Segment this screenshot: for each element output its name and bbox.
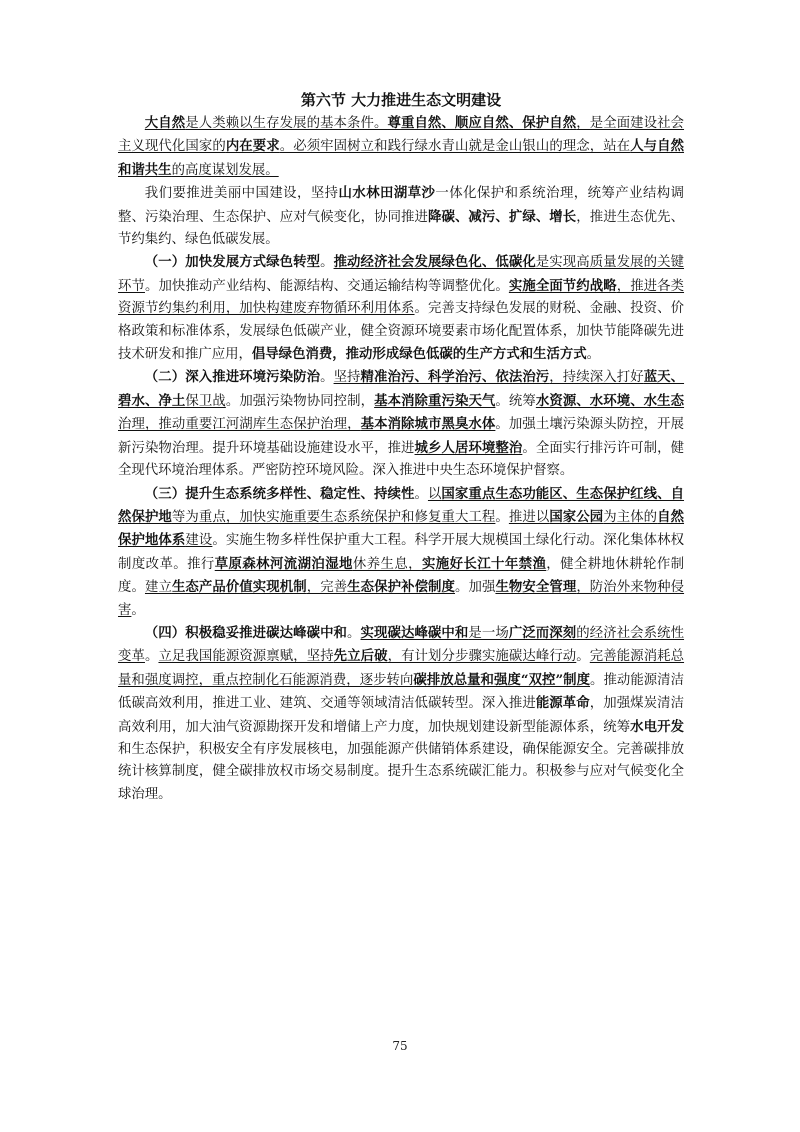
text-run: 。完善支持绿色发展的财税、金融、投资、价格政策和标准体系，发展绿色低碳产业，健全资源环境要素市场化配置体系，加快节能降碳先进技术研发和推广应用， bbox=[118, 301, 685, 363]
text-run: 。 bbox=[495, 509, 509, 525]
text-run: 建立 bbox=[144, 580, 172, 596]
text-run: ，完善 bbox=[306, 580, 348, 596]
text-run: 倡导绿色消费，推动形成绿色低碳的生产方式和生活方式 bbox=[251, 346, 587, 363]
text-run: 是实现高质量发展的关键环节 bbox=[118, 255, 685, 294]
text-run: 。加强土壤污染源头防控，开展新污染物治理。提升环境基础设施建设水平，推进 bbox=[118, 417, 685, 456]
text-run: （二）深入推进环境污染防治 bbox=[144, 369, 321, 386]
text-run: 立足我国能源资源禀赋，坚持 bbox=[158, 649, 334, 665]
text-run: 等为重点，加快实施重要生态系统保护和修复重大工程 bbox=[171, 509, 496, 525]
text-run: 和生态保护，积极安全有序发展核电，加强能源产供储销体系建设，确保能源安全。完善碳排放统计核算制度，健全碳排放权市场交易制度。提升生态系统碳汇能力。积极参与应对气候变化全球治理。 bbox=[118, 741, 684, 802]
text-run: ，推进生态优先、节约集约、绿色低碳发展。 bbox=[118, 209, 685, 248]
text-run: 。加强 bbox=[455, 580, 496, 596]
paragraph-intro bbox=[118, 112, 684, 182]
text-run: 以 bbox=[427, 486, 442, 502]
paragraph-carbon-peak bbox=[118, 622, 684, 806]
text-run: 。 bbox=[144, 649, 159, 665]
text-run: 。 bbox=[576, 649, 590, 665]
text-run: 治理，推动重要江河湖库生态保护治理， bbox=[118, 417, 361, 433]
text-run: 生态保护补偿制度 bbox=[347, 579, 455, 596]
text-run: 。推动能源清洁低碳高效利用，推进工业、建筑、交通等领域清洁低碳转型。深入推进 bbox=[118, 672, 685, 712]
text-run: 城乡人居环境整治 bbox=[414, 439, 523, 456]
text-run: 国家公园 bbox=[549, 508, 604, 525]
text-run: 。统筹 bbox=[495, 393, 536, 409]
text-run: 的高度谋划发展。 bbox=[171, 162, 279, 178]
text-run: 精准治污、科学治污、依法治污 bbox=[360, 369, 550, 386]
text-run: 是人类赖以生存发展的基本条件。 bbox=[185, 116, 388, 131]
text-run: 。加强污染物协同控制， bbox=[225, 393, 375, 409]
text-run: ，健全耕地休耕轮作制度。 bbox=[118, 556, 685, 596]
body-text bbox=[118, 112, 684, 806]
paragraph-green-transition bbox=[118, 251, 684, 366]
text-run: 草原森林河流湖泊湿地 bbox=[214, 555, 353, 572]
text-run: 实施全面节约战略 bbox=[508, 277, 617, 294]
text-run: 广泛而深刻 bbox=[508, 624, 577, 641]
text-run: 建设 bbox=[185, 533, 213, 549]
text-run: 人与自然和谐共生 bbox=[118, 138, 685, 178]
text-run: 完善能源消耗总量和强度调控，重点控制化石能源消费，逐步转向 bbox=[118, 649, 685, 688]
text-run: 先立后破 bbox=[333, 648, 388, 665]
paragraph-pollution-control bbox=[118, 366, 684, 482]
text-run: 生态产品价值实现机制 bbox=[171, 579, 307, 596]
text-run: 。实施生物多样性保护重大工程。科学开展大规模国土绿化行动。深化集体林权制度改革。推行 bbox=[118, 533, 685, 572]
text-run: 。 bbox=[347, 625, 361, 641]
text-run: ，防治外来物种侵害 bbox=[118, 580, 685, 618]
text-run: 休养生息， bbox=[352, 556, 422, 572]
text-run: ，持续深入打好 bbox=[549, 370, 644, 386]
text-run: 实施好长江十年禁渔 bbox=[421, 555, 547, 572]
text-run: 大自然 bbox=[144, 115, 186, 131]
text-run: 生物安全管理 bbox=[495, 579, 577, 596]
text-run: 一体化保护和系统治理，统筹产业结构调整、污染治理、生态保护、应对气候变化，协同推进 bbox=[118, 186, 685, 225]
text-run: 。必须牢固树立和践行绿水青山就是金山银山的理念，站在 bbox=[279, 139, 631, 155]
page-number: 75 bbox=[392, 1039, 408, 1053]
text-run: ，有计划分步骤实施碳达峰行动 bbox=[387, 649, 577, 665]
text-run: （三）提升生态系统多样性、稳定性、持续性 bbox=[144, 485, 415, 502]
text-run: 是一场 bbox=[468, 625, 509, 641]
text-run: 基本消除重污染天气 bbox=[374, 392, 496, 409]
document-page bbox=[118, 88, 684, 806]
paragraph-overview bbox=[118, 182, 684, 251]
text-run: 我们要推进美丽中国建设，坚持 bbox=[144, 186, 339, 202]
text-run: 水资源、水环境、水生态 bbox=[535, 392, 685, 409]
text-run: 国家重点生态功能区、生态保护红线、自然保护地 bbox=[118, 485, 685, 525]
text-run: 降碳、减污、扩绿、增长 bbox=[428, 208, 577, 225]
text-run: 。全面实行排污许可制，健全现代环境治理体系。严密防控环境风险。深入推进中央生态环境保护督察。 bbox=[118, 440, 685, 479]
text-run: （一）加快发展方式绿色转型 bbox=[144, 254, 321, 271]
text-run: （四）积极稳妥推进碳达峰碳中和 bbox=[144, 624, 348, 641]
text-run: 保卫战 bbox=[185, 393, 226, 409]
text-run: 推进以 bbox=[508, 509, 550, 525]
text-run: ，是全面建设社会主义现代化国家的 bbox=[118, 116, 685, 155]
text-run: 水电开发 bbox=[630, 718, 684, 735]
text-run: 。 bbox=[131, 602, 145, 618]
text-run: 的经济社会系统性变革 bbox=[118, 625, 685, 665]
text-run: 基本消除城市黑臭水体 bbox=[360, 416, 496, 433]
text-run: 。加快推动产业结构、能源结构、交通运输结构等调整优化。 bbox=[144, 278, 509, 294]
text-run: 能源革命 bbox=[535, 695, 590, 712]
text-run: 尊重自然、顺应自然、保护自然 bbox=[387, 115, 577, 131]
text-run: 为主体的 bbox=[603, 509, 658, 525]
text-run: 蓝天、碧水、净土 bbox=[118, 369, 685, 409]
text-run: 自然保护地体系 bbox=[118, 508, 685, 549]
text-run: ，加强煤炭清洁高效利用，加大油气资源勘探开发和增储上产力度，加快规划建设新型能源体系，统筹 bbox=[118, 696, 685, 735]
paragraph-ecosystem bbox=[118, 483, 684, 622]
text-run: 山水林田湖草沙 bbox=[338, 185, 436, 202]
text-run: 。 bbox=[320, 370, 334, 386]
text-run: 实现碳达峰碳中和 bbox=[360, 624, 469, 641]
text-run: ，推进各类资源节约集约利用，加快构建废弃物循环利用体系 bbox=[118, 278, 685, 317]
text-run: 。 bbox=[586, 347, 601, 363]
section-title: 第六节 大力推进生态文明建设 bbox=[300, 91, 502, 109]
text-run: 。 bbox=[320, 255, 334, 271]
text-run: 坚持 bbox=[333, 370, 361, 386]
text-run: 内在要求 bbox=[225, 138, 280, 155]
text-run: 推动经济社会发展绿色化、低碳化 bbox=[333, 254, 536, 271]
text-run: 。 bbox=[414, 486, 428, 502]
text-run: 碳排放总量和强度“双控”制度 bbox=[413, 671, 591, 688]
